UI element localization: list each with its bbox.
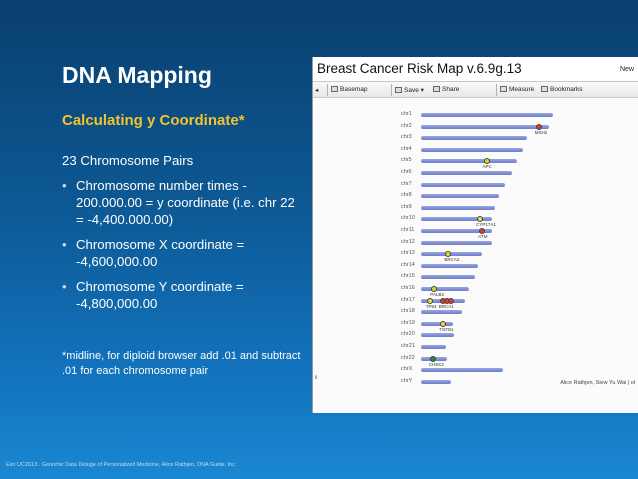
save-icon bbox=[395, 87, 402, 93]
chromosome-label-chr10: chr10 bbox=[401, 215, 415, 222]
chromosome-bar-chr15[interactable] bbox=[421, 275, 475, 279]
share-button[interactable]: Share bbox=[433, 86, 459, 93]
slide-subtitle: Calculating y Coordinate* bbox=[62, 112, 245, 129]
basemap-icon bbox=[331, 86, 338, 92]
chromosome-label-chr4: chr4 bbox=[401, 145, 412, 152]
basemap-button[interactable]: Basemap bbox=[331, 86, 367, 93]
bullet-text: Chromosome number times - 200.000.00 = y coordinate (i.e. chr 22 = -4,400.000.00) bbox=[76, 178, 295, 227]
bullet-dot-icon: • bbox=[62, 237, 67, 252]
app-toolbar bbox=[313, 81, 638, 98]
chromosome-bar-chr5[interactable] bbox=[421, 159, 517, 163]
bookmarks-button[interactable]: Bookmarks bbox=[541, 86, 583, 93]
chromosome-bar-chr3[interactable] bbox=[421, 136, 527, 140]
body-heading: 23 Chromosome Pairs bbox=[62, 153, 194, 168]
gene-label: TGFB1 bbox=[439, 326, 454, 332]
chromosome-label-chr7: chr7 bbox=[401, 180, 412, 187]
chromosome-label-chr8: chr8 bbox=[401, 192, 412, 199]
chromosome-map[interactable] bbox=[313, 99, 638, 413]
chromosome-label-chr19: chr19 bbox=[401, 319, 415, 326]
chromosome-bar-chrY[interactable] bbox=[421, 380, 451, 384]
chromosome-label-chr5: chr5 bbox=[401, 157, 412, 164]
toolbar-divider bbox=[496, 84, 497, 96]
measure-icon bbox=[500, 86, 507, 92]
chromosome-label-chr6: chr6 bbox=[401, 169, 412, 175]
chromosome-label-chr12: chr12 bbox=[401, 238, 415, 245]
footnote: *midline, for diploid browser add .01 and subtract .01 for each chromosome pair bbox=[62, 350, 301, 377]
chromosome-label-chr11: chr11 bbox=[401, 227, 415, 233]
chromosome-bar-chr4[interactable] bbox=[421, 148, 523, 152]
map-left-mark: il bbox=[315, 375, 318, 381]
bullet-text: Chromosome Y coordinate = -4,800,000.00 bbox=[76, 279, 244, 311]
chromosome-bar-chrX[interactable] bbox=[421, 368, 503, 372]
chromosome-bar-chr20[interactable] bbox=[421, 333, 454, 337]
gene-label: BRCA1 bbox=[438, 303, 454, 309]
toolbar-divider bbox=[391, 84, 392, 96]
map-credit: Alice Rathjen, Siew Yu Wai | ol bbox=[560, 380, 635, 386]
chromosome-label-chr2: chr2 bbox=[401, 122, 412, 129]
new-link[interactable]: New bbox=[619, 66, 634, 73]
chromosome-label-chr17: chr17 bbox=[401, 296, 415, 303]
gene-label: CYP17A1 bbox=[476, 222, 496, 228]
bullet-item bbox=[62, 177, 302, 228]
bullet-dot-icon: • bbox=[62, 178, 67, 193]
chromosome-label-chr21: chr21 bbox=[401, 343, 415, 349]
chromosome-label-chr3: chr3 bbox=[401, 134, 412, 141]
chromosome-label-chr22: chr22 bbox=[401, 354, 415, 361]
chromosome-bar-chr8[interactable] bbox=[421, 194, 499, 198]
chromosome-label-chr16: chr16 bbox=[401, 285, 415, 291]
bullet-item bbox=[62, 236, 302, 270]
chromosome-bar-chr18[interactable] bbox=[421, 310, 462, 314]
chromosome-label-chr9: chr9 bbox=[401, 203, 412, 210]
collapse-icon[interactable]: ◂ bbox=[315, 87, 319, 94]
chromosome-bar-chr13[interactable] bbox=[421, 252, 482, 256]
chromosome-bar-chr7[interactable] bbox=[421, 183, 505, 187]
share-icon bbox=[433, 86, 440, 92]
gene-label: TP53 bbox=[425, 303, 437, 309]
bullet-dot-icon: • bbox=[62, 279, 67, 294]
chromosome-bar-chr6[interactable] bbox=[421, 171, 512, 175]
gene-label: ATM bbox=[478, 234, 488, 239]
chromosome-bar-chr21[interactable] bbox=[421, 345, 446, 349]
bookmarks-icon bbox=[541, 86, 548, 92]
chromosome-bar-chr2[interactable] bbox=[421, 125, 549, 129]
bullet-text: Chromosome X coordinate = -4,600,000.00 bbox=[76, 237, 245, 269]
app-title: Breast Cancer Risk Map v.6.9g.13 bbox=[317, 61, 522, 76]
gene-label: MSH2 bbox=[534, 129, 548, 135]
chromosome-label-chrY: chrY bbox=[401, 377, 413, 384]
chromosome-label-chr18: chr18 bbox=[401, 308, 415, 315]
slide-title: DNA Mapping bbox=[62, 62, 212, 88]
toolbar-divider bbox=[327, 84, 328, 96]
save-button[interactable]: Save ▾ bbox=[395, 86, 424, 94]
chromosome-label-chr1: chr1 bbox=[401, 111, 412, 117]
chromosome-label-chr13: chr13 bbox=[401, 250, 415, 257]
chromosome-bar-chr1[interactable] bbox=[421, 113, 553, 117]
chromosome-bar-chr19[interactable] bbox=[421, 322, 453, 326]
chromosome-bar-chr12[interactable] bbox=[421, 241, 492, 245]
chromosome-label-chr14: chr14 bbox=[401, 261, 415, 268]
chromosome-bar-chr9[interactable] bbox=[421, 206, 495, 210]
gene-label: BRCA2 bbox=[444, 257, 460, 263]
measure-button[interactable]: Measure bbox=[500, 86, 534, 93]
gene-label: APC bbox=[482, 164, 492, 170]
slide-body bbox=[62, 152, 302, 320]
gene-label: PALB2 bbox=[430, 292, 444, 297]
footer: Esri UC2013 . Genomic Data Deluge of Personalized Medicine, Alice Rathjen, DNA Guide, Inc. bbox=[6, 462, 237, 468]
app-screenshot bbox=[312, 57, 638, 413]
gene-label: CHEK2 bbox=[428, 361, 444, 367]
bullet-item bbox=[62, 278, 302, 312]
chromosome-label-chrX: chrX bbox=[401, 366, 413, 373]
chromosome-bar-chr14[interactable] bbox=[421, 264, 478, 268]
chromosome-bar-chr16[interactable] bbox=[421, 287, 469, 291]
chromosome-label-chr20: chr20 bbox=[401, 331, 415, 338]
chromosome-label-chr15: chr15 bbox=[401, 273, 415, 280]
